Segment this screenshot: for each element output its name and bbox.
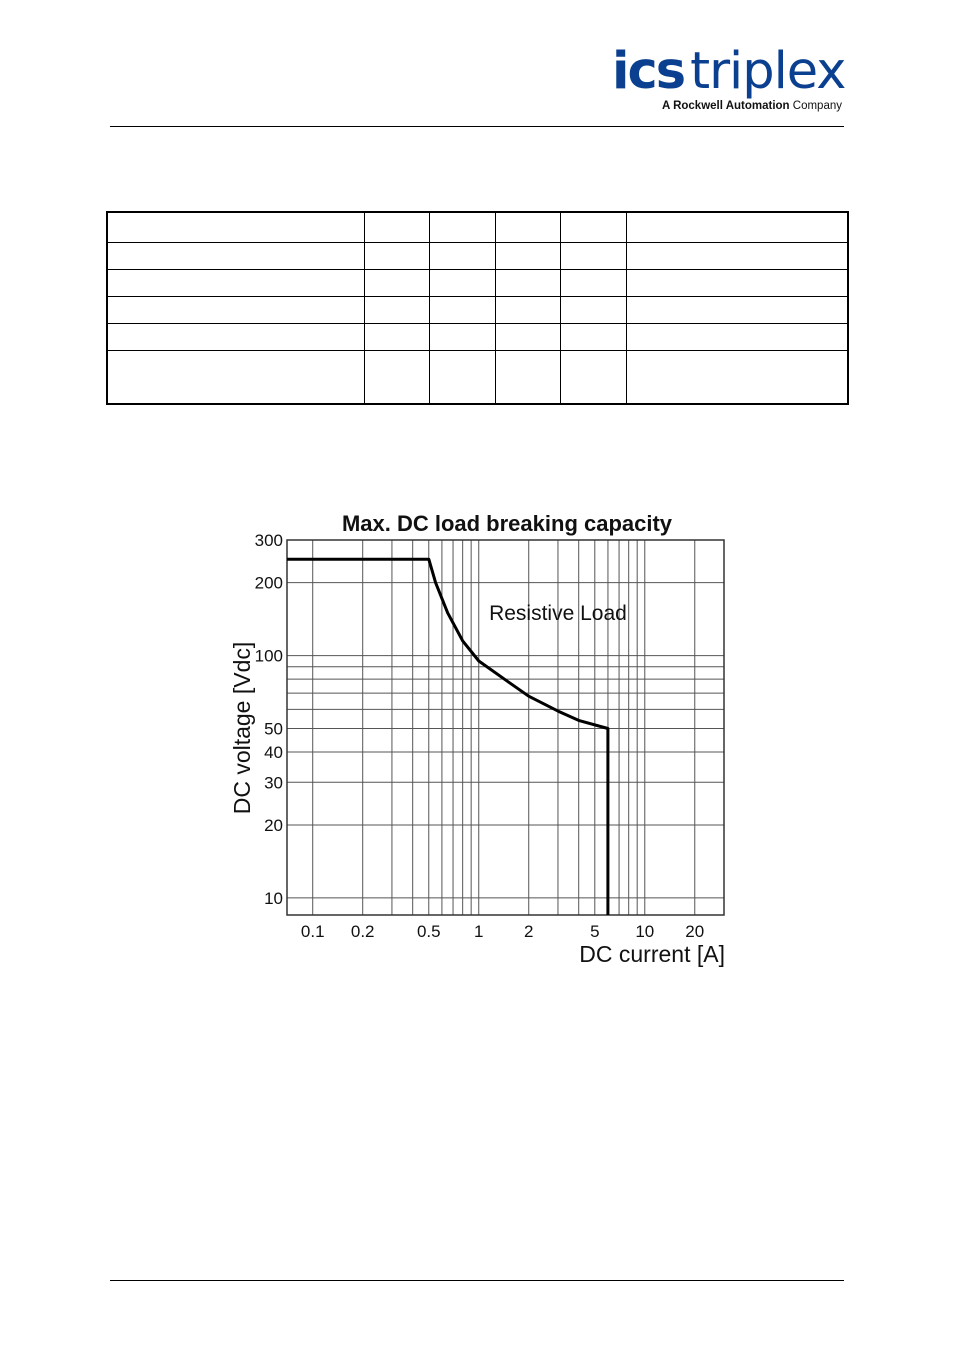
y-tick-label: 200	[254, 573, 283, 593]
x-axis-title: DC current [A]	[579, 941, 725, 967]
y-tick-label: 10	[264, 888, 283, 908]
company-logo	[612, 38, 844, 120]
table-cell	[107, 269, 364, 296]
table-cell	[560, 269, 626, 296]
table-cell	[107, 242, 364, 269]
header-rule	[110, 126, 844, 127]
y-ticks	[255, 531, 283, 908]
table-cell	[364, 212, 429, 242]
table-cell	[626, 296, 848, 323]
y-tick-label: 30	[264, 773, 283, 793]
x-ticks	[301, 922, 704, 941]
table-cell	[364, 269, 429, 296]
table-cell	[560, 323, 626, 350]
table-cell	[495, 242, 560, 269]
x-tick-label: 1	[474, 922, 484, 941]
table-cell	[429, 350, 495, 404]
table-row	[107, 212, 848, 242]
table-cell	[626, 269, 848, 296]
table-cell	[626, 242, 848, 269]
y-tick-label: 40	[264, 743, 283, 763]
y-tick-label: 20	[264, 815, 283, 835]
spec-table	[106, 211, 849, 405]
footer-rule	[110, 1280, 844, 1281]
table-cell	[107, 212, 364, 242]
table-cell	[495, 323, 560, 350]
logo-tagline-regular: Company	[792, 100, 842, 112]
table-cell	[495, 296, 560, 323]
table-cell	[495, 269, 560, 296]
table-cell	[560, 242, 626, 269]
x-tick-label: 0.5	[416, 922, 441, 941]
logo-brand-bold: ics	[612, 42, 685, 101]
table-cell	[364, 323, 429, 350]
logo-tagline	[662, 100, 842, 112]
y-tick-label: 300	[254, 531, 283, 550]
table-row	[107, 296, 848, 323]
table-cell	[429, 296, 495, 323]
plot-frame	[287, 540, 724, 915]
table-row	[107, 269, 848, 296]
table-cell	[626, 323, 848, 350]
table-row	[107, 242, 848, 269]
x-tick-label: 5	[590, 922, 600, 941]
table-cell	[495, 212, 560, 242]
table-cell	[364, 296, 429, 323]
x-tick-label: 0.2	[350, 922, 375, 941]
x-tick-label: 20	[685, 922, 705, 941]
table-cell	[107, 323, 364, 350]
table-cell	[107, 296, 364, 323]
table-cell	[560, 350, 626, 404]
table-row	[107, 323, 848, 350]
table-cell	[626, 350, 848, 404]
logo-tagline-bold: A Rockwell Automation	[662, 100, 790, 112]
y-tick-label: 50	[264, 719, 283, 739]
table-cell	[560, 296, 626, 323]
y-tick-label: 100	[254, 646, 283, 666]
x-tick-label: 0.1	[300, 922, 325, 941]
table-cell	[429, 212, 495, 242]
table-cell	[495, 350, 560, 404]
x-tick-label: 2	[523, 922, 534, 941]
table-cell	[107, 350, 364, 404]
table-cell	[429, 323, 495, 350]
logo-wordmark	[612, 38, 845, 106]
table-cell	[429, 242, 495, 269]
dc-breaking-capacity-chart	[222, 500, 742, 975]
grid-minor	[287, 540, 724, 915]
table-cell	[364, 242, 429, 269]
x-tick-label: 10	[635, 922, 655, 941]
table-row	[107, 350, 848, 404]
chart-title: Max. DC load breaking capacity	[341, 511, 673, 536]
table-cell	[626, 212, 848, 242]
logo-brand-light: triplex	[690, 42, 846, 101]
table-cell	[364, 350, 429, 404]
annotation-resistive-load: Resistive Load	[489, 602, 627, 626]
y-axis-title: DC voltage [Vdc]	[229, 641, 255, 815]
table-cell	[429, 269, 495, 296]
table-cell	[560, 212, 626, 242]
